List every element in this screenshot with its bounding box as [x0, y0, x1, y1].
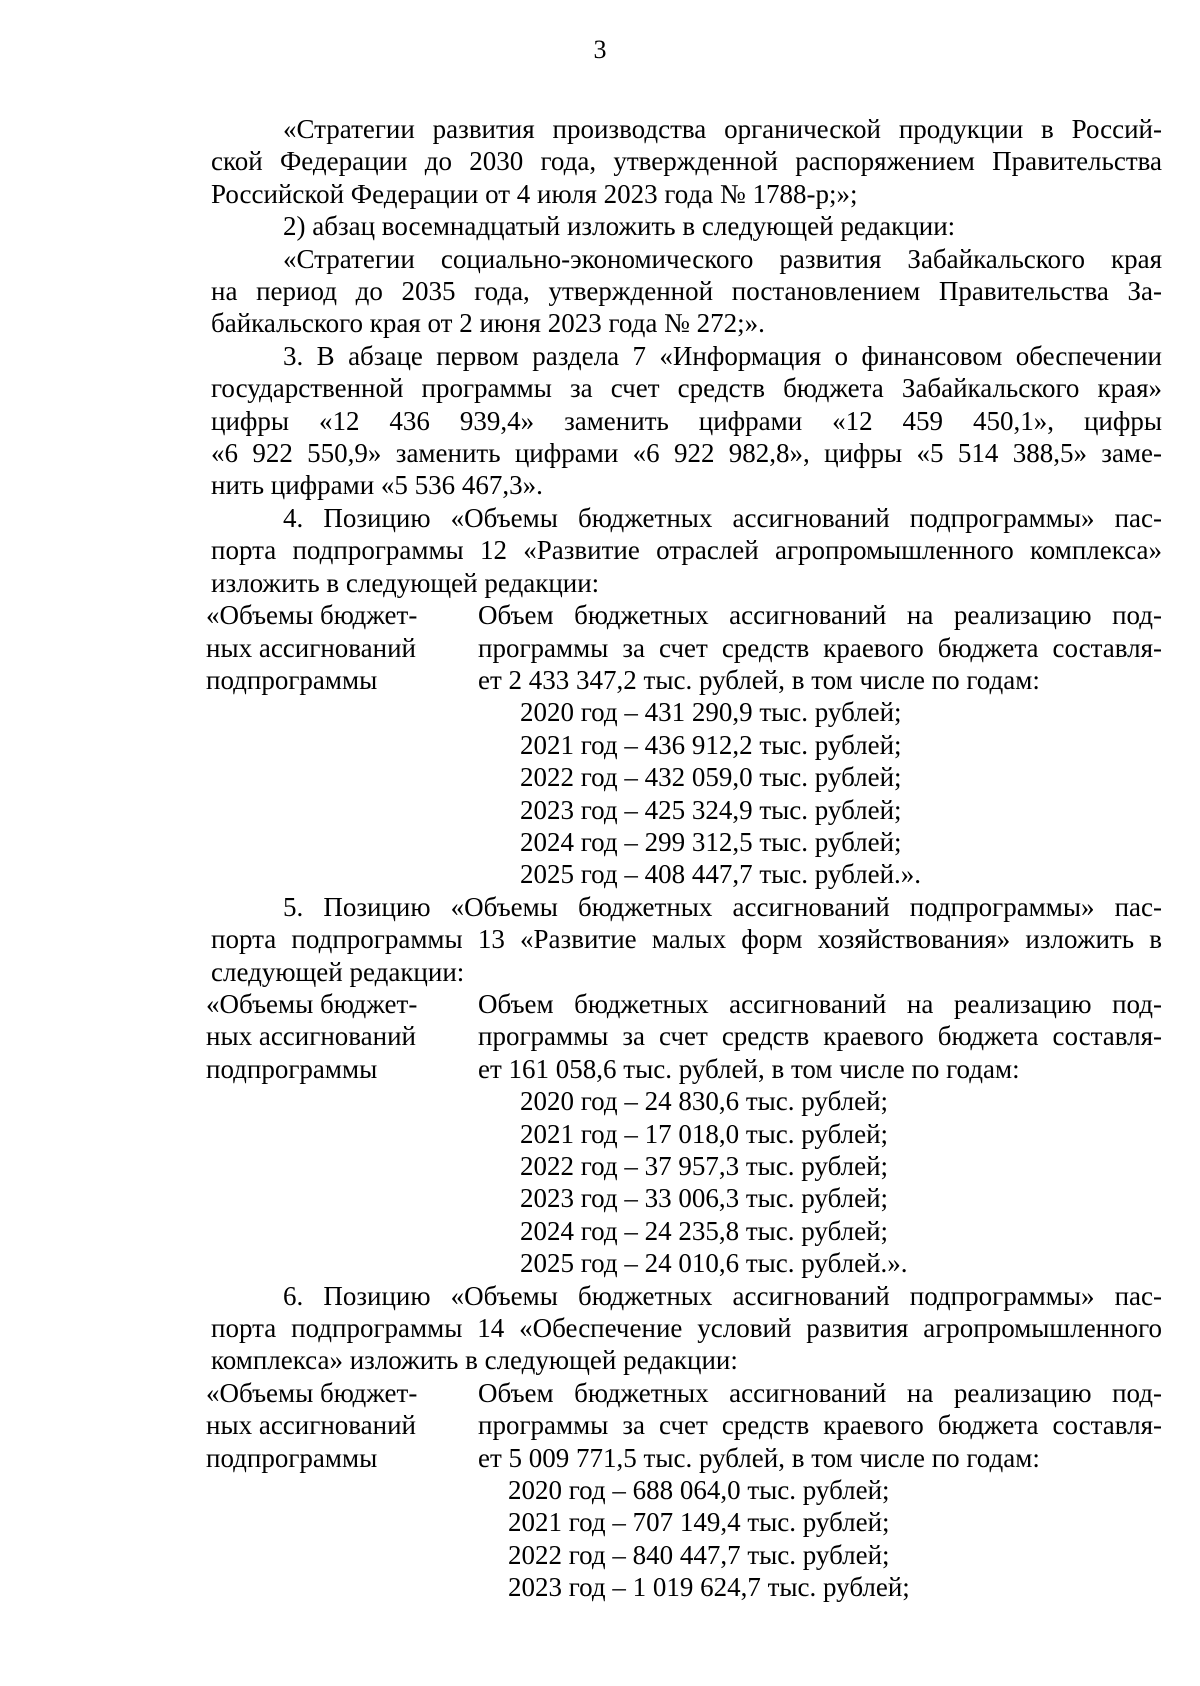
- text-line: «Стратегии развития производства органической продукции в Россий-: [283, 114, 1162, 144]
- year-line: 2020 год – 688 064,0 тыс. рублей;: [508, 1475, 890, 1506]
- text-line: «Объемы бюджет-: [206, 988, 418, 1019]
- text-line: «6 922 550,9» заменить цифрами «6 922 982,8», цифры «5 514 388,5» заме-: [211, 438, 1162, 469]
- text-line: государственной программы за счет средств бюджета Забайкальского края»: [211, 373, 1162, 404]
- table-label-cell: [206, 1377, 478, 1604]
- paragraph-strategy-zabaikalsky: [211, 243, 1162, 340]
- year-line: 2025 год – 408 447,7 тыс. рублей.».: [520, 859, 922, 890]
- text-line: байкальского края от 2 июня 2023 года № 272;».: [211, 308, 765, 339]
- text-line: ных ассигнований: [206, 1021, 416, 1052]
- text-line: изложить в следующей редакции:: [211, 567, 600, 598]
- year-line: 2022 год – 840 447,7 тыс. рублей;: [508, 1539, 890, 1570]
- text-line: 5. Позицию «Объемы бюджетных ассигнований подпрограммы» пас-: [283, 891, 1162, 922]
- text-line: порта подпрограммы 14 «Обеспечение условий развития агропромышленного: [211, 1313, 1162, 1344]
- text-line: комплекса» изложить в следующей редакции:: [211, 1345, 738, 1376]
- table-label-cell: [206, 599, 478, 891]
- text-line: Объем бюджетных ассигнований на реализацию под-: [478, 1377, 1162, 1408]
- text-line: «Стратегии социально-экономического развития Забайкальского края: [283, 243, 1162, 274]
- text-line: порта подпрограммы 12 «Развитие отраслей агропромышленного комплекса»: [211, 535, 1162, 566]
- text-line: программы за счет средств краевого бюджета составля-: [478, 1410, 1162, 1441]
- year-line: 2024 год – 24 235,8 тыс. рублей;: [520, 1215, 889, 1246]
- text-line: ных ассигнований: [206, 632, 416, 663]
- text-line: «Объемы бюджет-: [206, 1377, 418, 1408]
- year-line: 2022 год – 432 059,0 тыс. рублей;: [520, 762, 902, 793]
- paragraph-item-3: [211, 340, 1162, 502]
- year-line: 2023 год – 1 019 624,7 тыс. рублей;: [508, 1572, 910, 1603]
- text-line: 6. Позицию «Объемы бюджетных ассигнований подпрограммы» пас-: [283, 1280, 1162, 1311]
- text-line: Объем бюджетных ассигнований на реализацию под-: [478, 600, 1162, 631]
- table-label-cell: [206, 988, 478, 1280]
- paragraph-item-4: [211, 502, 1162, 599]
- yearly-breakdown: [478, 1085, 1162, 1279]
- text-line: ных ассигнований: [206, 1410, 416, 1441]
- text-line: ет 161 058,6 тыс. рублей, в том числе по годам:: [478, 1053, 1020, 1084]
- paragraph-strategy-organic: [211, 113, 1162, 210]
- paragraph-item-2: [211, 210, 1162, 242]
- year-line: 2021 год – 707 149,4 тыс. рублей;: [508, 1507, 890, 1538]
- text-line: Объем бюджетных ассигнований на реализацию под-: [478, 988, 1162, 1019]
- year-line: 2024 год – 299 312,5 тыс. рублей;: [520, 826, 902, 857]
- text-line: подпрограммы: [206, 664, 378, 695]
- text-line: подпрограммы: [206, 1442, 378, 1473]
- budget-table-subprogram-13: [206, 988, 1162, 1280]
- text-line: программы за счет средств краевого бюджета составля-: [478, 632, 1162, 663]
- text-line: подпрограммы: [206, 1053, 378, 1084]
- paragraph-item-5: [211, 891, 1162, 988]
- year-line: 2021 год – 17 018,0 тыс. рублей;: [520, 1118, 889, 1149]
- text-line: 4. Позицию «Объемы бюджетных ассигнований подпрограммы» пас-: [283, 502, 1162, 533]
- text-line: следующей редакции:: [211, 956, 465, 987]
- year-line: 2021 год – 436 912,2 тыс. рублей;: [520, 729, 902, 760]
- text-line: на период до 2035 года, утвержденной постановлением Правительства За-: [211, 276, 1162, 307]
- year-line: 2023 год – 425 324,9 тыс. рублей;: [520, 794, 902, 825]
- text-line: нить цифрами «5 536 467,3».: [211, 470, 543, 501]
- year-line: 2025 год – 24 010,6 тыс. рублей.».: [520, 1248, 908, 1279]
- year-line: 2020 год – 431 290,9 тыс. рублей;: [520, 697, 902, 728]
- text-line: программы за счет средств краевого бюджета составля-: [478, 1021, 1162, 1052]
- yearly-breakdown: [478, 696, 1162, 890]
- text-line: Российской Федерации от 4 июля 2023 года № 1788-р;»;: [211, 178, 858, 209]
- table-value-cell: [478, 988, 1162, 1280]
- text-line: цифры «12 436 939,4» заменить цифрами «12 459 450,1», цифры: [211, 405, 1162, 436]
- table-value-cell: [478, 1377, 1162, 1604]
- year-line: 2022 год – 37 957,3 тыс. рублей;: [520, 1151, 889, 1181]
- year-line: 2020 год – 24 830,6 тыс. рублей;: [520, 1086, 889, 1117]
- text-line: 2) абзац восемнадцатый изложить в следующей редакции:: [283, 211, 956, 242]
- table-value-cell: [478, 599, 1162, 891]
- text-line: порта подпрограммы 13 «Развитие малых форм хозяйствования» изложить в: [211, 924, 1162, 955]
- year-line: 2023 год – 33 006,3 тыс. рублей;: [520, 1183, 889, 1214]
- text-line: ской Федерации до 2030 года, утвержденной распоряжением Правительства: [211, 146, 1162, 177]
- text-line: «Объемы бюджет-: [206, 600, 418, 631]
- yearly-breakdown: [478, 1474, 1162, 1604]
- paragraph-item-6: [211, 1280, 1162, 1377]
- text-line: ет 2 433 347,2 тыс. рублей, в том числе по годам:: [478, 664, 1040, 695]
- page-number: 3: [593, 35, 607, 64]
- budget-table-subprogram-14: [206, 1377, 1162, 1604]
- budget-table-subprogram-12: [206, 599, 1162, 891]
- text-line: 3. В абзаце первом раздела 7 «Информация о финансовом обеспечении: [283, 340, 1162, 371]
- text-line: ет 5 009 771,5 тыс. рублей, в том числе по годам:: [478, 1442, 1040, 1473]
- document-body: [206, 113, 1162, 1604]
